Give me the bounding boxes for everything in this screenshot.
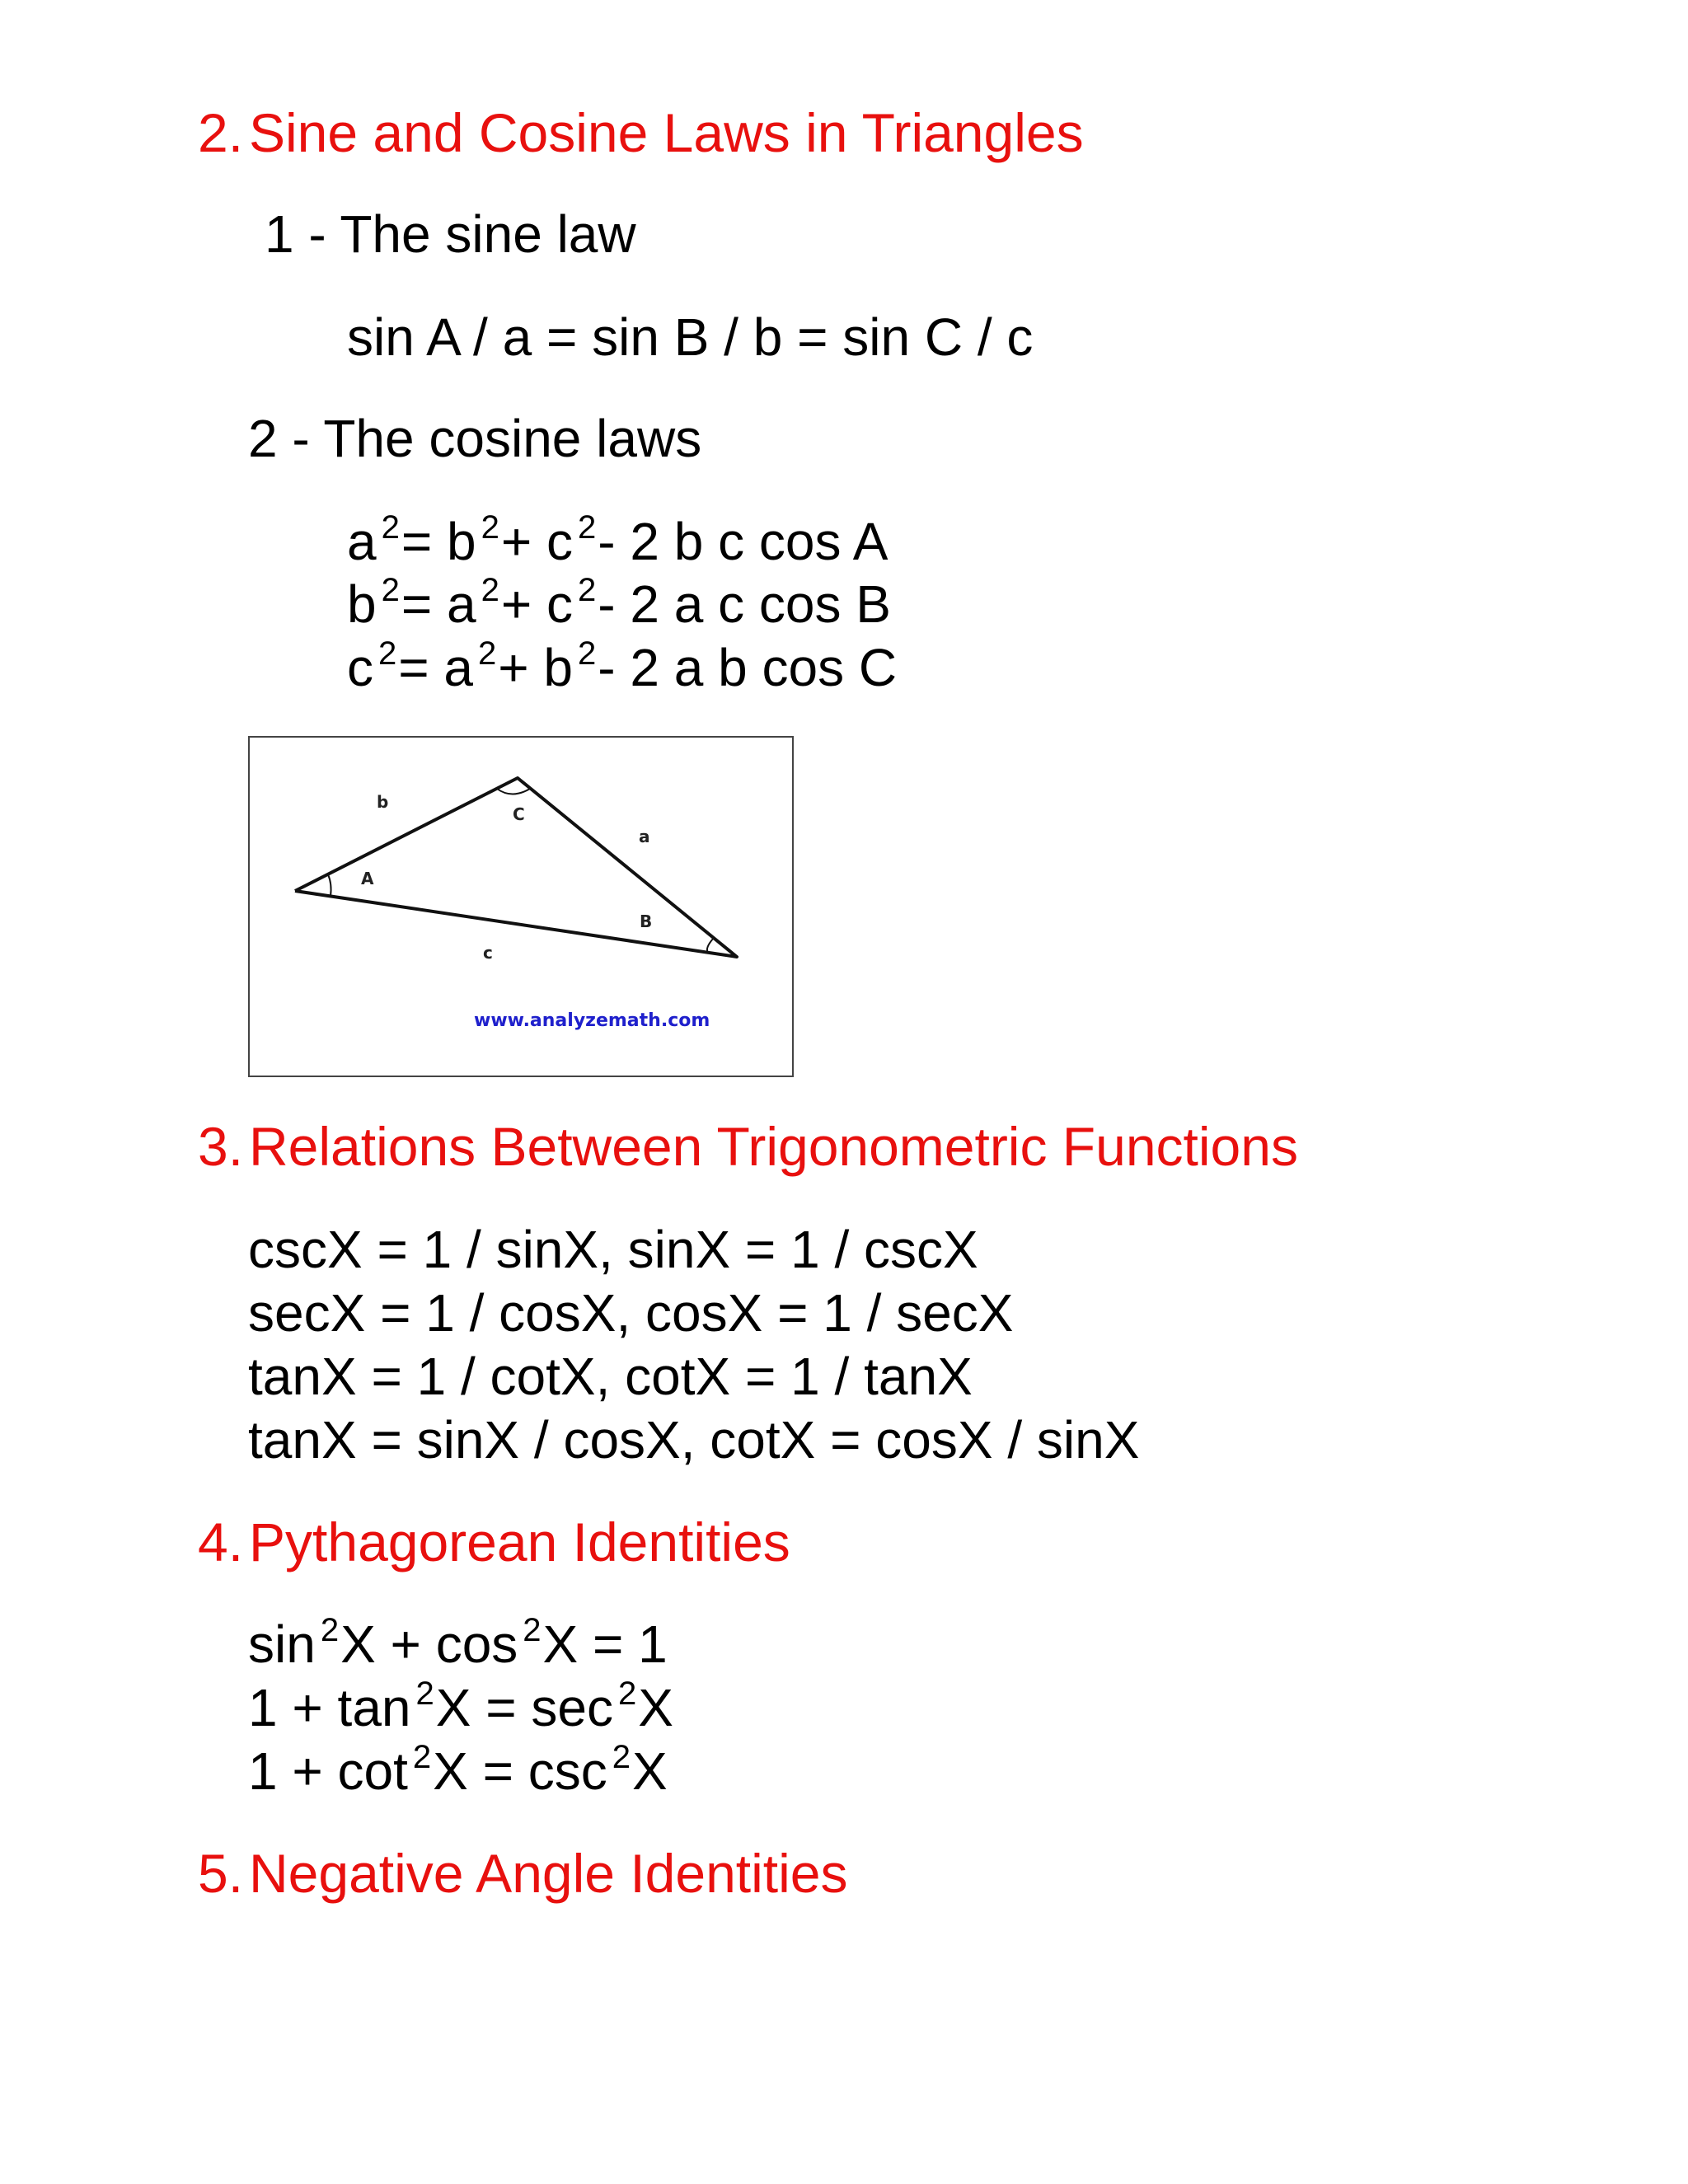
watermark-url: www.analyzemath.com [474, 1010, 710, 1031]
relation-line: cscX = 1 / sinX, sinX = 1 / cscX [248, 1220, 978, 1279]
cosine-law-b: b $^2$= a $^2$+ c $^2$- 2 a c cos B [347, 572, 891, 634]
angle-b-label: B [640, 912, 653, 931]
relation-line: secX = 1 / cosX, cosX = 1 / secX [248, 1283, 1014, 1343]
relation-line: tanX = 1 / cotX, cotX = 1 / tanX [248, 1347, 973, 1406]
angle-b-arc [707, 938, 714, 953]
pythagorean-identity-3: 1 + cot $^2$X = csc $^2$X [248, 1739, 668, 1801]
section-title: Pythagorean Identities [249, 1511, 790, 1572]
section-5-heading [198, 1843, 848, 1904]
angle-c-label: C [513, 804, 525, 824]
section-title: Sine and Cosine Laws in Triangles [249, 102, 1084, 163]
sine-law-formula: sin A / a = sin B / b = sin C / c [347, 307, 1034, 367]
cosine-law-c: c $^2$= a $^2$+ b $^2$- 2 a b cos C [347, 635, 898, 697]
side-a-label: a [639, 827, 650, 846]
pythagorean-identity-2: 1 + tan $^2$X = sec $^2$X [248, 1675, 673, 1737]
pythagorean-identity-1: sin $^2$X + cos $^2$X = 1 [248, 1612, 668, 1674]
section-number: 2. [198, 102, 244, 163]
section-4-heading [198, 1511, 790, 1572]
section-number: 4. [198, 1511, 244, 1572]
section-2-heading [198, 102, 1084, 163]
cosine-law-a: a $^2$= b $^2$+ c $^2$- 2 b c cos A [347, 509, 889, 571]
sine-law-heading: 1 - The sine law [265, 204, 636, 264]
side-c-label: c [483, 943, 493, 963]
triangle-figure [248, 736, 794, 1077]
section-number: 3. [198, 1116, 244, 1177]
section-number: 5. [198, 1843, 244, 1904]
section-title: Negative Angle Identities [249, 1843, 848, 1904]
section-3-heading [198, 1116, 1298, 1177]
cosine-law-heading: 2 - The cosine laws [248, 409, 702, 468]
relation-line: tanX = sinX / cosX, cotX = cosX / sinX [248, 1410, 1140, 1469]
angle-a-arc [328, 874, 331, 896]
angle-c-arc [497, 789, 530, 794]
angle-a-label: A [361, 869, 374, 888]
triangle-diagram [250, 738, 792, 1076]
side-b-label: b [377, 792, 389, 812]
section-title: Relations Between Trigonometric Functions [249, 1116, 1298, 1177]
